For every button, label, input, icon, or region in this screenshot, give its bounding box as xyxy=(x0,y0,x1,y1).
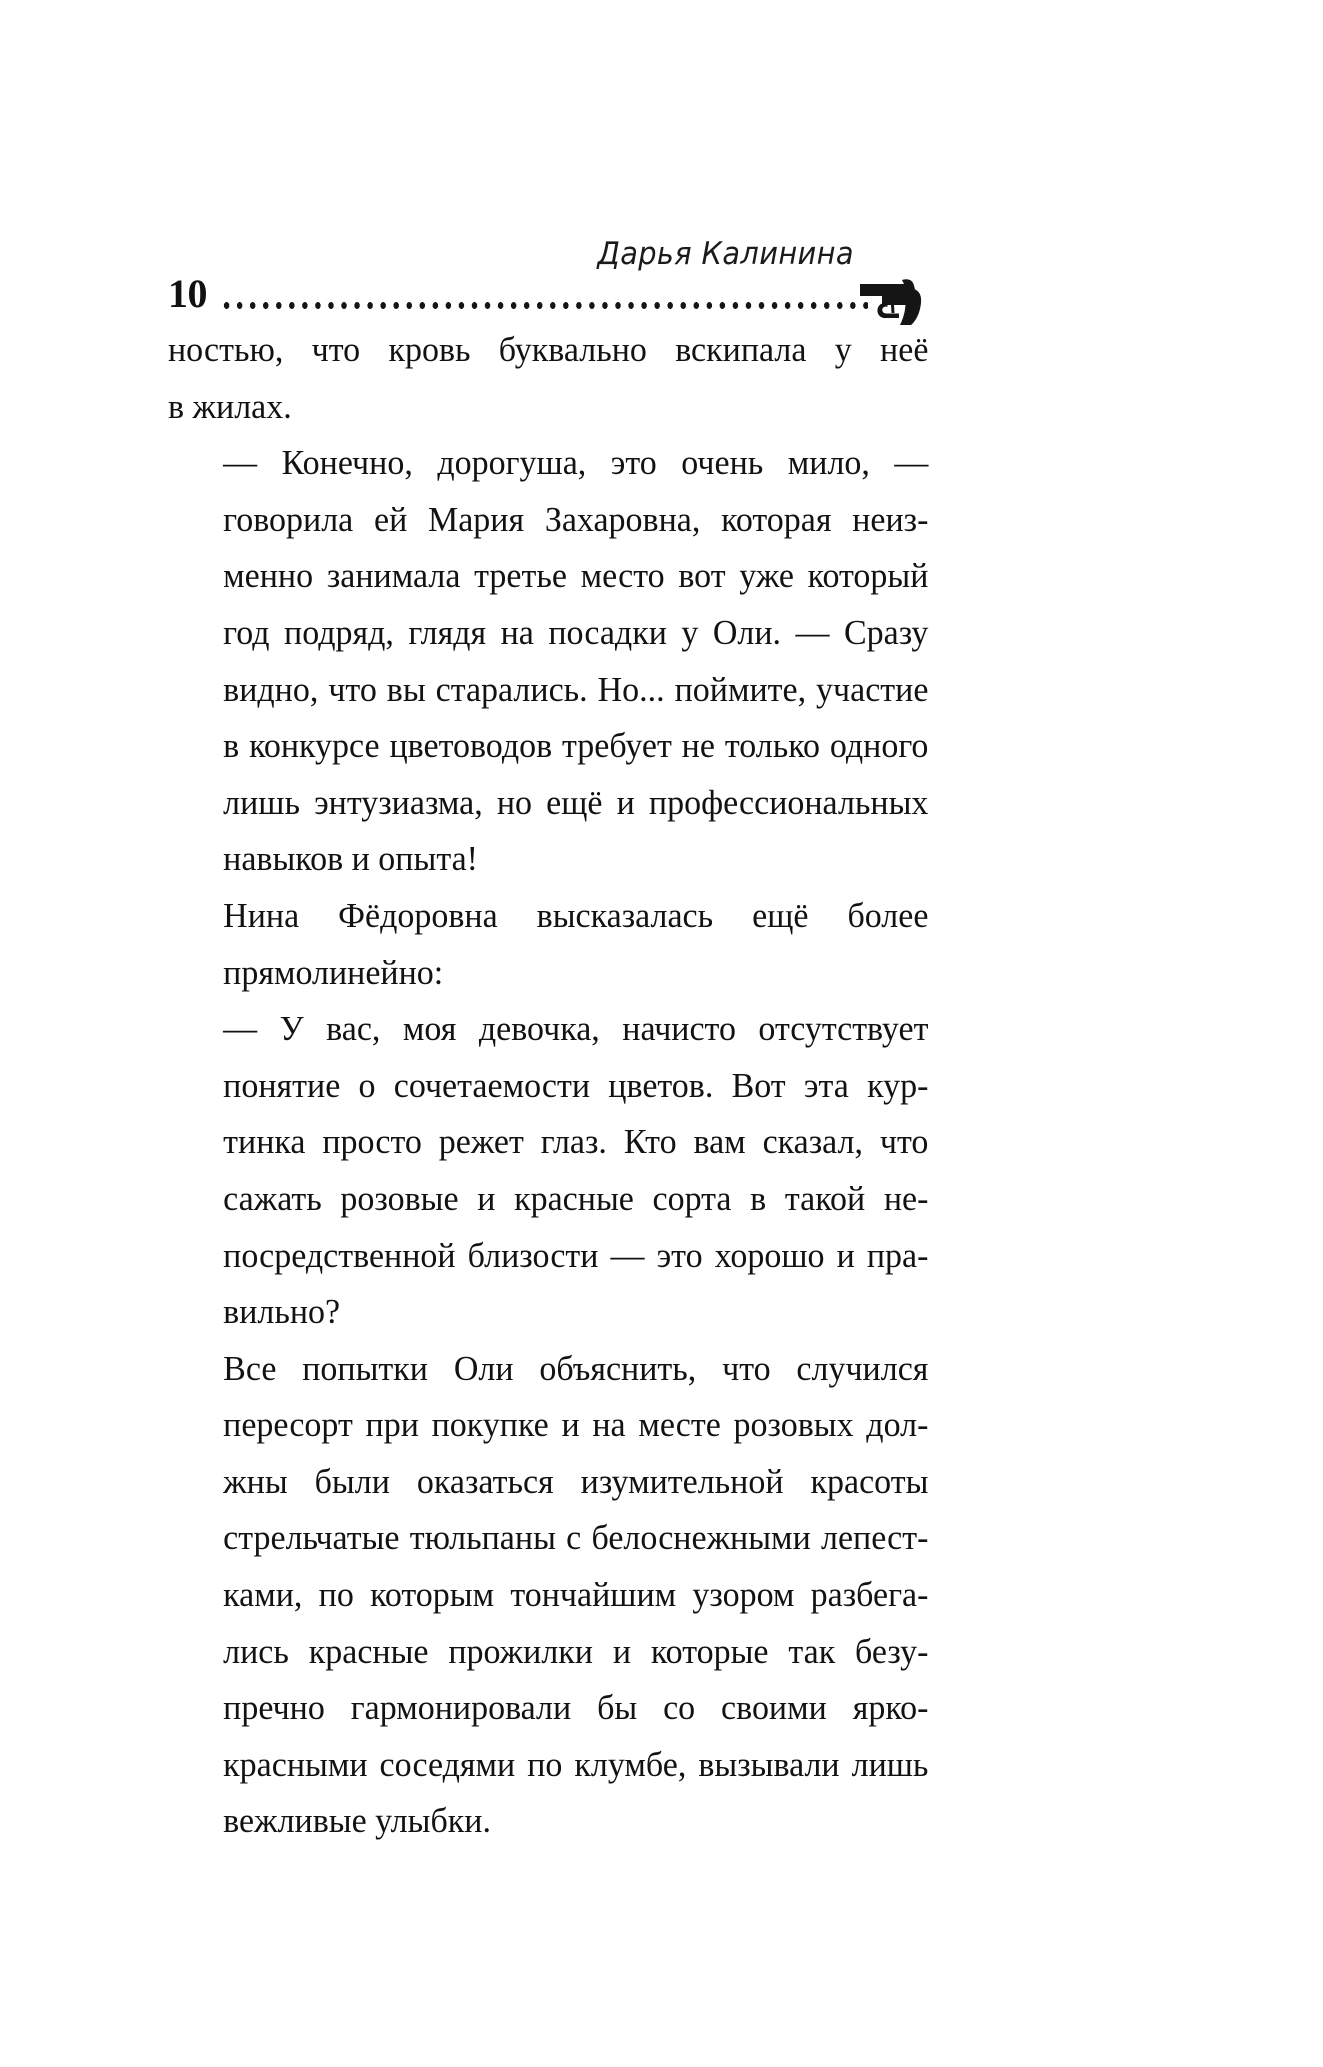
paragraph xyxy=(168,1341,928,1850)
text-line: — Конечно, дорогуша, это очень мило, — xyxy=(223,444,929,483)
text-line: жны были оказаться изумительной красоты xyxy=(223,1462,929,1501)
text-line: красными соседями по клумбе, вызывали лишь xyxy=(223,1745,929,1784)
text-line: навыков и опыта! xyxy=(223,840,478,879)
paragraph xyxy=(168,1001,928,1341)
text-line: тинка просто режет глаз. Кто вам сказал, что xyxy=(223,1123,929,1162)
running-head-rule-row xyxy=(168,271,938,322)
page-number: 10 xyxy=(168,271,207,316)
text-line: менно занимала третье место вот уже который xyxy=(223,557,929,596)
paragraph xyxy=(168,322,928,435)
paragraph xyxy=(168,435,928,888)
text-line: посредственной близости — это хорошо и пра- xyxy=(223,1236,929,1275)
running-head-author: Дарья Калинина xyxy=(597,236,854,272)
text-line: вильно? xyxy=(223,1293,341,1332)
paragraph xyxy=(168,888,928,1001)
text-line: лишь энтузиазма, но ещё и профессиональных xyxy=(223,783,929,822)
text-line: пречно гармонировали бы со своими ярко- xyxy=(223,1689,929,1728)
text-line: лись красные прожилки и которые так безу- xyxy=(223,1632,929,1671)
running-head xyxy=(168,236,938,322)
text-line: ностью, что кровь буквально вскипала у неё xyxy=(168,331,929,369)
text-line: ками, по которым тончайшим узором разбега- xyxy=(223,1576,929,1615)
text-line: пересорт при покупке и на месте розовых дол- xyxy=(223,1406,929,1445)
text-line: видно, что вы старались. Но... поймите, участие xyxy=(223,670,929,709)
text-line: Все попытки Оли объяснить, что случился xyxy=(223,1349,929,1388)
text-line: Нина Фёдоровна высказалась ещё более xyxy=(223,896,929,935)
text-line: стрельчатые тюльпаны с белоснежными лепест- xyxy=(223,1519,929,1558)
text-line: говорила ей Мария Захаровна, которая неиз- xyxy=(223,500,929,539)
text-line: год подряд, глядя на посадки у Оли. — Сразу xyxy=(223,613,929,652)
text-line: вежливые улыбки. xyxy=(223,1802,491,1841)
text-line: понятие о сочетаемости цветов. Вот эта кур- xyxy=(223,1066,929,1105)
text-line: в жилах. xyxy=(168,387,292,426)
text-line: сажать розовые и красные сорта в такой не- xyxy=(223,1179,929,1218)
revolver-icon xyxy=(858,272,944,326)
text-line: — У вас, моя девочка, начисто отсутствует xyxy=(223,1010,929,1049)
text-line: в конкурсе цветоводов требует не только одного xyxy=(223,727,929,766)
dotted-leader-rule xyxy=(222,301,868,310)
body-text xyxy=(168,322,940,1850)
text-line: прямолинейно: xyxy=(223,953,444,992)
